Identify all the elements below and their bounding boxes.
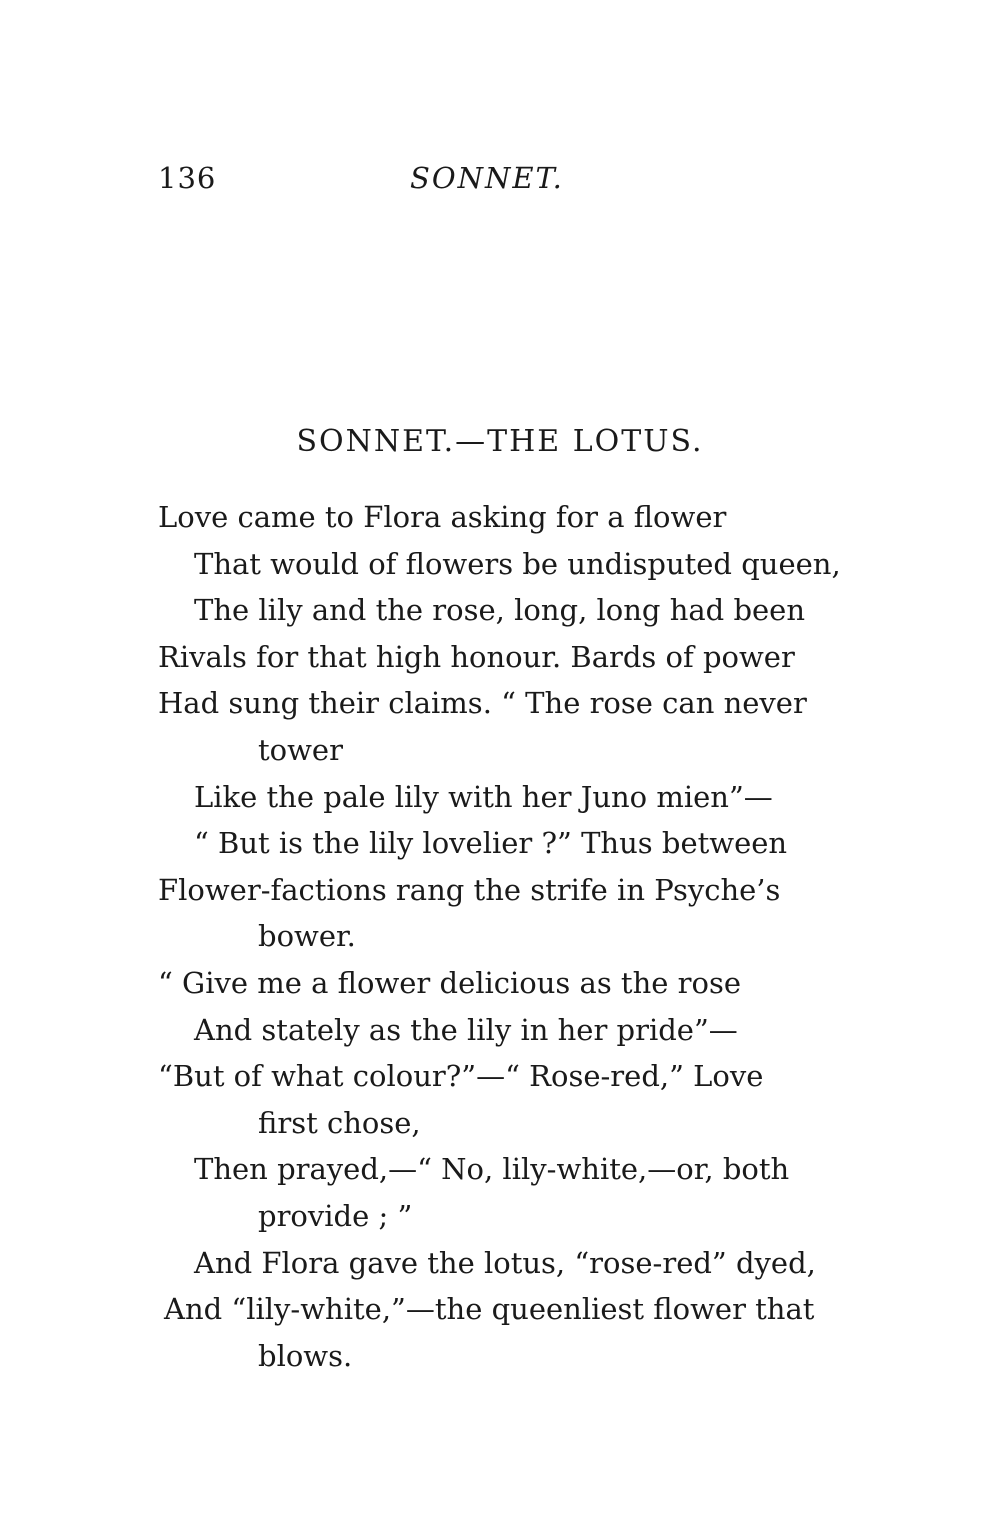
poem-line: And stately as the lily in her pride”—	[194, 1012, 738, 1047]
poem-line: That would of flowers be undisputed queen,	[194, 546, 841, 581]
poem-line: Like the pale lily with her Juno mien”—	[194, 779, 773, 814]
poem-line-continuation: tower	[258, 732, 343, 767]
poem-line: Love came to Flora asking for a flower	[158, 500, 727, 534]
poem-line: The lily and the rose, long, long had been	[194, 593, 806, 628]
poem-line: Then prayed,—“ No, lily-white,—or, both	[194, 1152, 790, 1187]
page-number: 136	[158, 161, 217, 195]
poem-line-continuation: provide ; ”	[258, 1198, 413, 1233]
poem-line: And Flora gave the lotus, “rose-red” dyed,	[194, 1245, 816, 1280]
poem-line-continuation: first chose,	[258, 1105, 421, 1140]
running-title: SONNET.	[410, 161, 564, 195]
poem-body	[158, 494, 844, 1379]
poem-title	[0, 420, 1000, 464]
poem-line-continuation: blows.	[258, 1338, 353, 1373]
running-head	[158, 158, 858, 198]
poem-line: Had sung their claims. “ The rose can never	[158, 686, 807, 721]
poem-line: Flower-factions rang the strife in Psyche’s	[158, 872, 781, 907]
poem-title-text: SONNET.—THE LOTUS.	[296, 424, 704, 459]
poem-line: “But of what colour?”—“ Rose-red,” Love	[158, 1059, 764, 1094]
poem-line: “ Give me a flower delicious as the rose	[158, 965, 742, 1000]
poem-line: And “lily-white,”—the queenliest flower that	[164, 1292, 815, 1327]
poem-line-continuation: bower.	[258, 919, 356, 954]
poem-line: Rivals for that high honour. Bards of power	[158, 639, 795, 674]
poem-line: “ But is the lily lovelier ?” Thus between	[194, 826, 788, 861]
